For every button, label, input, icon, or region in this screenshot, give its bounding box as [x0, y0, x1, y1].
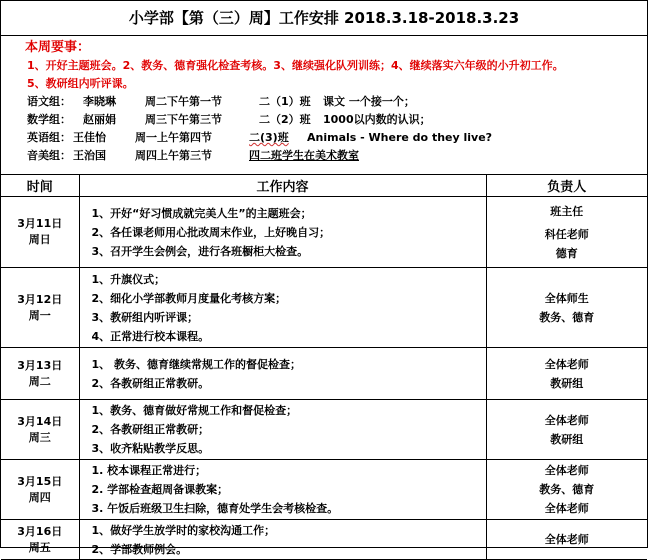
group-topic: Animals - Where do they live?	[307, 131, 493, 144]
task-item: 2、学部教师例会。	[91, 542, 188, 556]
owner-item: 班主任	[550, 204, 584, 218]
day-date: 3月14日	[17, 414, 63, 428]
weekly-focus-section	[1, 36, 647, 175]
group-class: 四二班学生在美术教室	[249, 149, 359, 162]
owner-cell	[486, 460, 647, 520]
group-teacher: 赵丽娟	[83, 113, 116, 126]
table-row	[1, 400, 647, 460]
owner-item: 教务、德育	[539, 483, 595, 496]
group-class: 二（1）班	[259, 95, 311, 108]
task-item: 3、收齐粘贴教学反思。	[91, 442, 210, 455]
group-teacher: 王佳怡	[73, 131, 106, 144]
owner-cell	[486, 197, 647, 268]
group-row-chinese	[27, 93, 641, 111]
owner-cell	[486, 348, 647, 400]
task-item: 1、升旗仪式；	[91, 272, 166, 286]
group-topic: 课文 一个接一个；	[323, 95, 415, 108]
day-date: 3月11日	[17, 217, 63, 230]
focus-line: 5、教研组内听评课。	[27, 77, 134, 90]
day-cell	[1, 348, 79, 400]
owner-item: 教务、德育	[539, 310, 595, 324]
day-cell	[1, 400, 79, 460]
day-cell	[1, 460, 79, 520]
table-row	[1, 197, 647, 268]
tasks-cell	[79, 348, 486, 400]
group-class: 二（2）班	[259, 113, 311, 126]
day-cell	[1, 520, 79, 560]
group-row-art	[27, 147, 641, 165]
header-owner: 负责人	[486, 175, 647, 197]
group-teacher: 李晓琳	[83, 95, 116, 108]
task-item: 2、细化小学部教师月度量化考核方案；	[91, 291, 287, 305]
day-date: 3月13日	[17, 358, 63, 372]
day-weekday: 周四	[28, 490, 51, 504]
table-row	[1, 520, 647, 560]
day-cell	[1, 268, 79, 348]
table-row	[1, 348, 647, 400]
day-weekday: 周日	[28, 233, 51, 246]
task-item: 2. 学部检查超周备课教案；	[91, 483, 229, 496]
group-time: 周四上午第三节	[135, 149, 212, 162]
group-time: 周三下午第三节	[145, 113, 222, 126]
group-row-english	[27, 129, 641, 147]
group-class: 二(3)班	[249, 131, 289, 144]
group-name: 数学组：	[27, 113, 71, 126]
owner-item: 全体师生	[544, 291, 589, 305]
task-item: 1、做好学生放学时的家校沟通工作；	[91, 523, 276, 537]
task-item: 1. 校本课程正常进行；	[91, 464, 207, 477]
day-cell	[1, 197, 79, 268]
group-time: 周二下午第一节	[145, 95, 222, 108]
owner-cell	[486, 400, 647, 460]
owner-item: 全体老师	[544, 464, 589, 477]
group-time: 周一上午第四节	[135, 131, 212, 144]
group-row-math	[27, 111, 641, 129]
table-row	[1, 268, 647, 348]
owner-item: 全体老师	[544, 357, 589, 371]
owner-item: 科任老师	[544, 227, 589, 241]
tasks-cell	[79, 268, 486, 348]
task-item: 2、各任课老师用心批改周末作业，上好晚自习；	[91, 225, 331, 239]
document-title: 小学部【第（三）周】工作安排 2018.3.18-2018.3.23	[1, 1, 647, 36]
table-header-row	[1, 175, 647, 197]
tasks-cell	[79, 400, 486, 460]
day-date: 3月15日	[17, 474, 63, 488]
day-date: 3月12日	[17, 292, 63, 306]
day-weekday: 周一	[28, 308, 51, 322]
tasks-cell	[79, 520, 486, 560]
owner-item: 教研组	[550, 376, 584, 390]
task-item: 4、正常进行校本课程。	[91, 329, 210, 343]
group-name: 语文组：	[27, 95, 71, 108]
group-teacher: 王治国	[73, 149, 106, 162]
owner-cell	[486, 268, 647, 348]
owner-item: 教研组	[550, 432, 584, 446]
day-weekday: 周五	[28, 540, 51, 554]
owner-cell	[486, 520, 647, 560]
group-topic: 1000以内数的认识；	[323, 113, 431, 126]
task-item: 2、各教研组正常教研。	[91, 376, 210, 390]
schedule-table	[1, 175, 647, 560]
task-item: 2、各教研组正常教研；	[91, 423, 210, 436]
group-name: 英语组：	[27, 131, 71, 144]
task-item: 1、开好“好习惯成就完美人生”的主题班会；	[91, 206, 312, 220]
owner-item: 全体老师	[544, 502, 589, 515]
tasks-cell	[79, 197, 486, 268]
day-weekday: 周三	[28, 430, 51, 444]
header-content: 工作内容	[79, 175, 486, 197]
focus-line: 1、开好主题班会。2、教务、德育强化检查考核。3、继续强化队列训练；4、继续落实六年级的小升初工作。	[27, 59, 564, 72]
task-item: 3、教研组内听评课；	[91, 310, 199, 324]
owner-item: 全体老师	[544, 413, 589, 427]
group-name: 音美组：	[27, 149, 71, 162]
header-time: 时间	[1, 175, 79, 197]
table-row	[1, 460, 647, 520]
tasks-cell	[79, 460, 486, 520]
owner-item: 德育	[555, 246, 578, 260]
task-item: 3. 午饭后班级卫生扫除，德育处学生会考核检查。	[91, 502, 339, 515]
day-date: 3月16日	[17, 524, 63, 538]
task-item: 1、 教务、德育继续常规工作的督促检查；	[91, 357, 301, 371]
focus-heading: 本周要事：	[25, 40, 91, 55]
task-item: 3、召开学生会例会，进行各班橱柜大检查。	[91, 244, 309, 258]
task-item: 1、教务、德育做好常规工作和督促检查；	[91, 404, 298, 417]
owner-item: 全体老师	[544, 533, 589, 546]
day-weekday: 周二	[28, 374, 51, 388]
